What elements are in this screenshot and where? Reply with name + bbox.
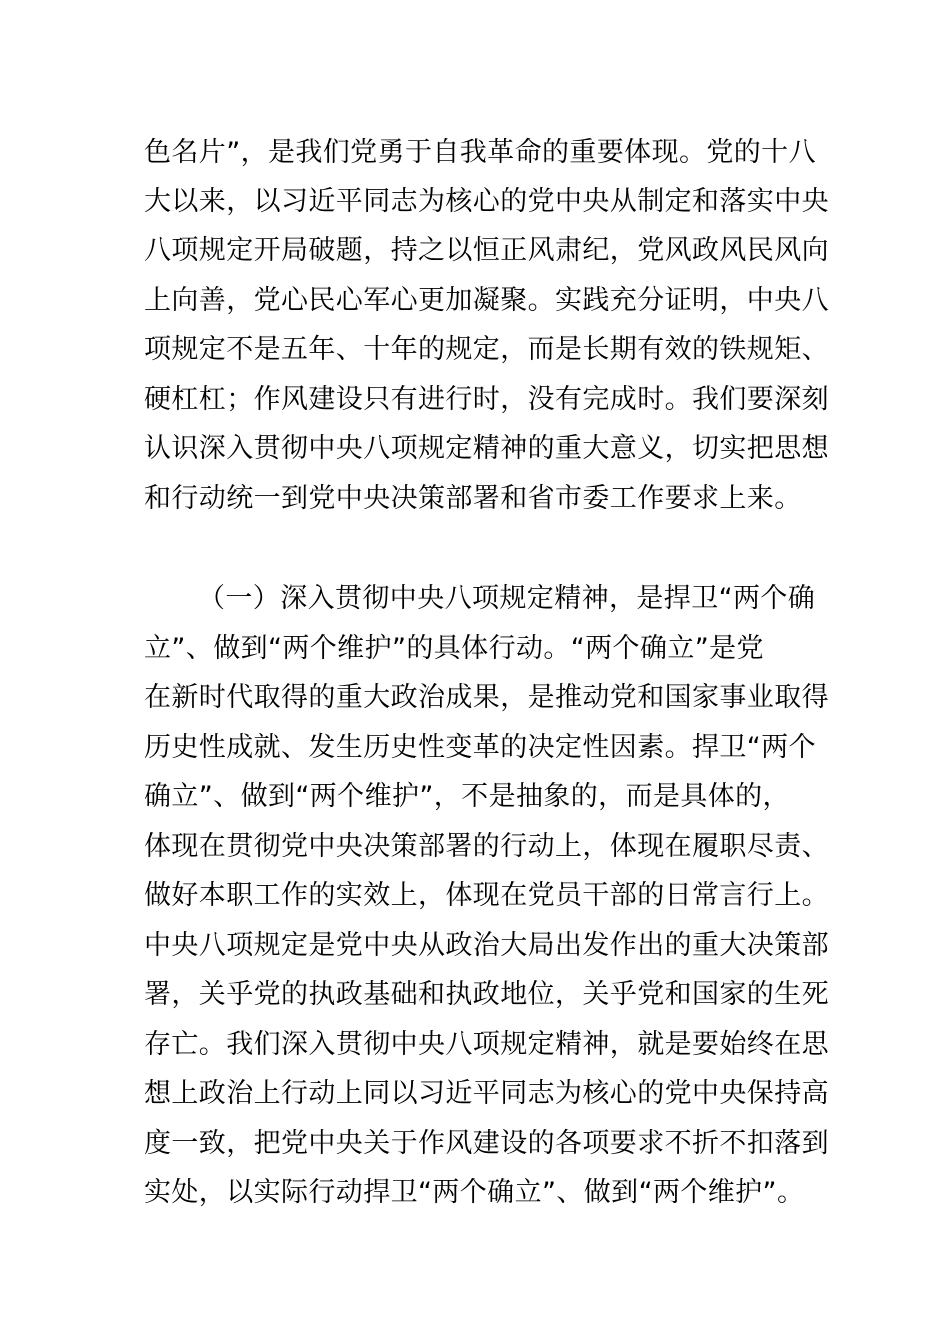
- text-line: 做好本职工作的实效上，体现在党员干部的日常言行上。: [144, 880, 829, 911]
- text-line: 体现在贯彻党中央决策部署的行动上，体现在履职尽责、: [144, 831, 829, 862]
- text-line: 实处，以实际行动捍卫“两个确立”、做到“两个维护”。: [144, 1177, 805, 1208]
- text-line: 在新时代取得的重大政治成果，是推动党和国家事业取得: [144, 682, 829, 713]
- text-line: 大以来，以习近平同志为核心的党中央从制定和落实中央: [144, 186, 829, 217]
- text-line: 想上政治上行动上同以习近平同志为核心的党中央保持高: [144, 1078, 829, 1109]
- text-line: 色名片”，是我们党勇于自我革命的重要体现。党的十八: [144, 137, 816, 168]
- text-line: 确立”、做到“两个维护”，不是抽象的，而是具体的，: [144, 781, 790, 812]
- text-line: 认识深入贯彻中央八项规定精神的重大意义，切实把思想: [144, 433, 829, 464]
- text-line: 和行动统一到党中央决策部署和省市委工作要求上来。: [144, 483, 802, 514]
- text-line: 署，关乎党的执政基础和执政地位，关乎党和国家的生死: [144, 979, 829, 1010]
- text-line: 上向善，党心民心军心更加凝聚。实践充分证明，中央八: [144, 285, 829, 316]
- text-line: 度一致，把党中央关于作风建设的各项要求不折不扣落到: [144, 1128, 829, 1159]
- text-line: 立”、做到“两个维护”的具体行动。“两个确立”是党: [144, 633, 764, 664]
- text-line: 存亡。我们深入贯彻中央八项规定精神，就是要始终在思: [144, 1029, 829, 1060]
- text-line: 中央八项规定是党中央从政治大局出发作出的重大决策部: [144, 930, 829, 961]
- text-line: 项规定不是五年、十年的规定，而是长期有效的铁规矩、: [144, 334, 829, 365]
- section-heading-line: （一）深入贯彻中央八项规定精神，是捍卫“两个确: [198, 583, 816, 614]
- text-line: 历史性成就、发生历史性变革的决定性因素。捍卫“两个: [144, 732, 816, 763]
- text-line: 硬杠杠；作风建设只有进行时，没有完成时。我们要深刻: [144, 384, 829, 415]
- text-line: 八项规定开局破题，持之以恒正风肃纪，党风政风民风向: [144, 235, 829, 266]
